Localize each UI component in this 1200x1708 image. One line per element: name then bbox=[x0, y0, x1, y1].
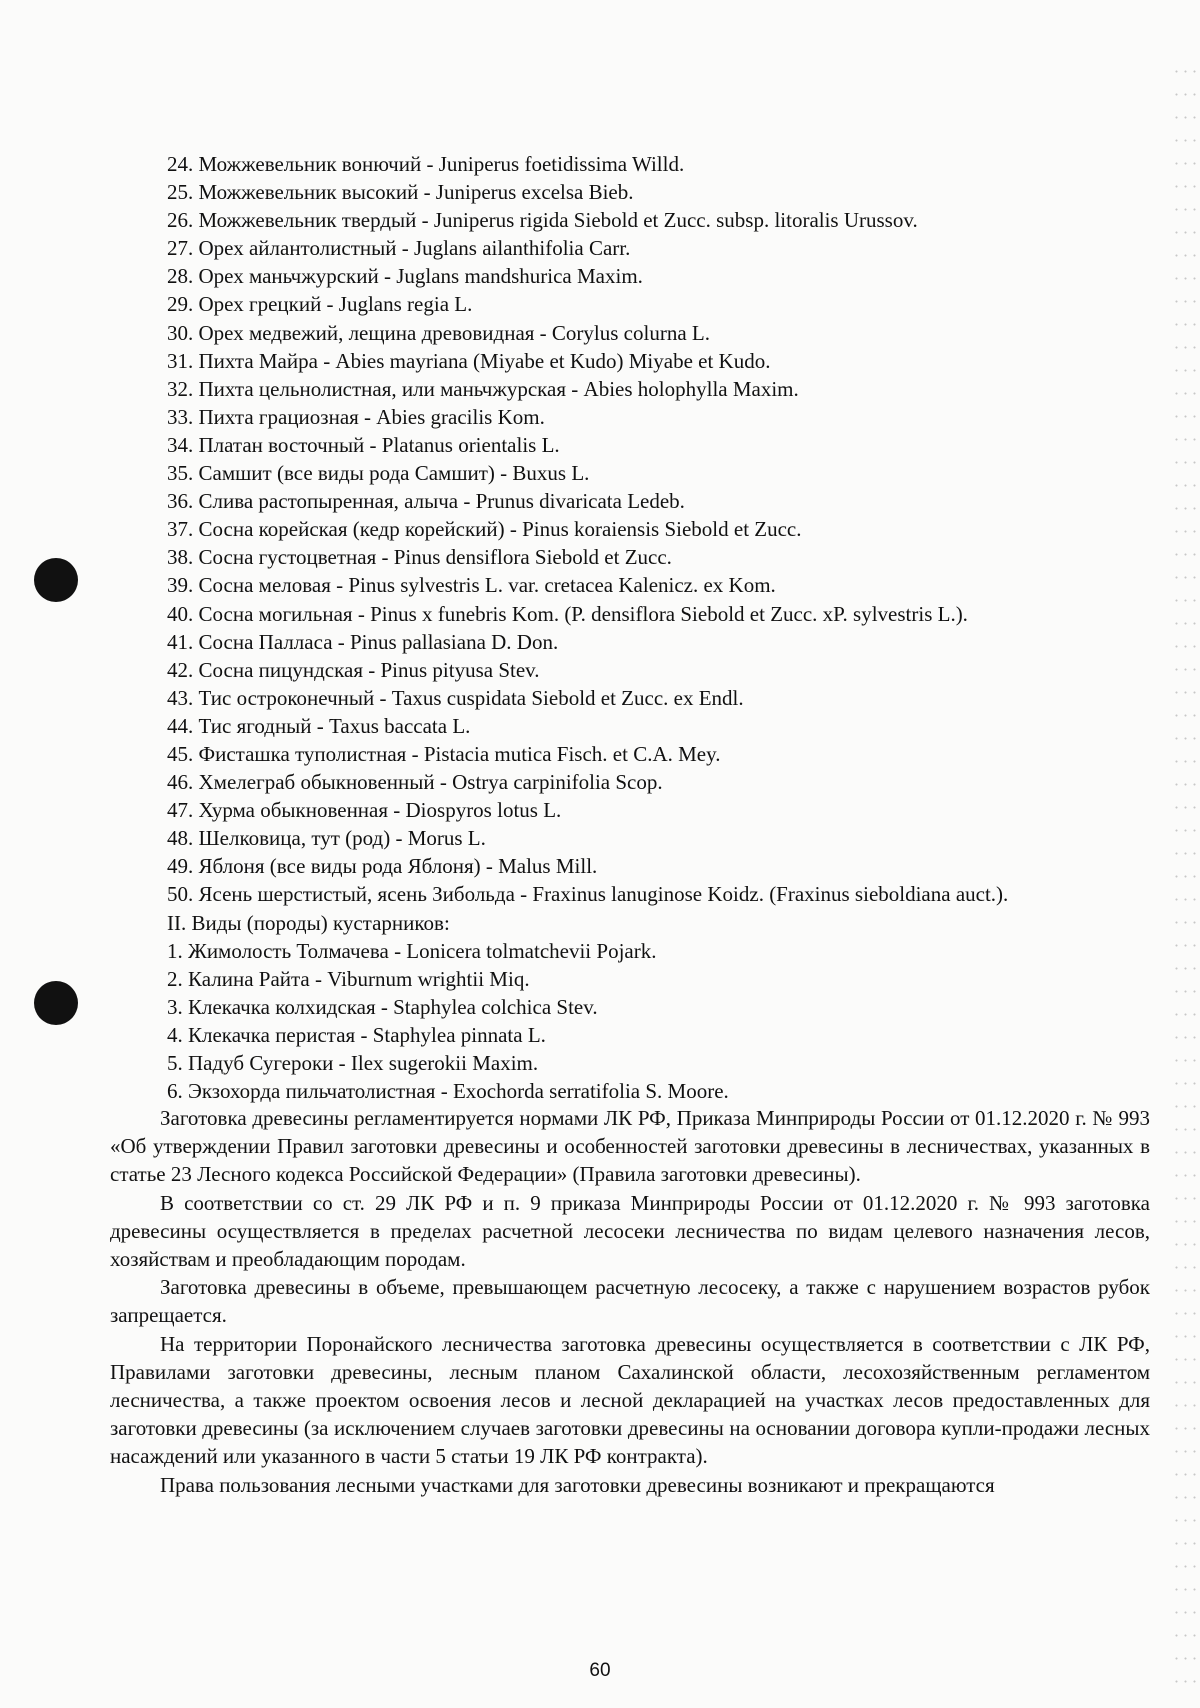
list-item: 1. Жимолость Толмачева - Lonicera tolmatchevii Pojark. bbox=[167, 938, 657, 963]
list-item: 3. Клекачка колхидская - Staphylea colchica Stev. bbox=[167, 994, 598, 1019]
list-item: 28. Орех маньчжурский - Juglans mandshurica Maxim. bbox=[167, 264, 643, 289]
list-item: 50. Ясень шерстистый, ясень Зибольда - Fraxinus lanuginose Koidz. (Fraxinus sieboldiana auct.). bbox=[167, 882, 1009, 907]
paragraph: Заготовка древесины в объеме, превышающем расчетную лесосеку, а также с нарушением возрастов рубок запрещается. bbox=[110, 1275, 1150, 1328]
list-item: 6. Экзохорда пильчатолистная - Exochorda serratifolia S. Moore. bbox=[167, 1079, 729, 1104]
list-item: 32. Пихта цельнолистная, или маньчжурская - Abies holophylla Maxim. bbox=[167, 376, 799, 401]
list-item: 30. Орех медвежий, лещина древовидная - Corylus colurna L. bbox=[167, 320, 710, 345]
list-item: 24. Можжевельник вонючий - Juniperus foetidissima Willd. bbox=[167, 152, 685, 176]
list-item: II. Виды (породы) кустарников: bbox=[167, 910, 450, 935]
list-item: 48. Шелковица, тут (род) - Morus L. bbox=[167, 826, 486, 851]
list-item: 39. Сосна меловая - Pinus sylvestris L. var. cretacea Kalenicz. ex Kom. bbox=[167, 573, 776, 598]
list-item: 41. Сосна Палласа - Pinus pallasiana D. Don. bbox=[167, 629, 559, 654]
list-item: 27. Орех айлантолистный - Juglans ailanthifolia Carr. bbox=[167, 236, 631, 261]
scan-margin-noise bbox=[1172, 60, 1200, 1700]
punch-hole-bottom bbox=[34, 981, 78, 1025]
punch-hole-top bbox=[34, 558, 78, 602]
list-item: 31. Пихта Майра - Abies mayriana (Miyabe et Kudo) Miyabe et Kudo. bbox=[167, 348, 771, 373]
list-item: 47. Хурма обыкновенная - Diospyros lotus L. bbox=[167, 798, 562, 823]
list-item: 34. Платан восточный - Platanus orientalis L. bbox=[167, 432, 560, 457]
list-item: 43. Тис остроконечный - Taxus cuspidata Siebold et Zucc. ex Endl. bbox=[167, 685, 744, 710]
list-item: 38. Сосна густоцветная - Pinus densiflora Siebold et Zucc. bbox=[167, 545, 672, 570]
paragraph: На территории Поронайского лесничества заготовка древесины осуществляется в соответствии с ЛК РФ, Правилами заготовки древесины, лесным планом Сахалинской области, лесохозяйственным регламентом лесничества, а также проектом освоения лесов и лесной декларацией на участках лесов предоставленных для заготовки древесины (за исключением случаев заготовки древесины на основании договора купли-продажи лесных насаждений или указанного в части 5 статьи 19 ЛК РФ контракта). bbox=[110, 1331, 1150, 1469]
paragraph: В соответствии со ст. 29 ЛК РФ и п. 9 приказа Минприроды России от 01.12.2020 г. № 993 заготовка древесины осуществляется в пределах расчетной лесосеки лесничества по видам целевого назначения лесов, хозяйствам и преобладающим породам. bbox=[110, 1190, 1150, 1272]
list-item: 45. Фисташка туполистная - Pistacia mutica Fisch. et C.A. Mey. bbox=[167, 741, 721, 766]
list-item: 49. Яблоня (все виды рода Яблоня) - Malus Mill. bbox=[167, 854, 598, 879]
list-item: 46. Хмелеграб обыкновенный - Ostrya carpinifolia Scop. bbox=[167, 770, 663, 795]
list-item: 5. Падуб Сугероки - Ilex sugerokii Maxim. bbox=[167, 1051, 539, 1075]
species-list bbox=[167, 150, 1147, 1105]
list-item: 25. Можжевельник высокий - Juniperus excelsa Bieb. bbox=[167, 180, 634, 205]
paragraph: Права пользования лесными участками для заготовки древесины возникают и прекращаются bbox=[160, 1472, 995, 1497]
list-item: 33. Пихта грациозная - Abies gracilis Kom. bbox=[167, 404, 545, 429]
list-item: 29. Орех грецкий - Juglans regia L. bbox=[167, 292, 473, 317]
body-text bbox=[110, 1104, 1150, 1499]
list-item: 2. Калина Райта - Viburnum wrightii Miq. bbox=[167, 966, 530, 991]
list-item: 26. Можжевельник твердый - Juniperus rigida Siebold et Zucc. subsp. litoralis Urussov. bbox=[167, 208, 918, 233]
list-item: 44. Тис ягодный - Taxus baccata L. bbox=[167, 713, 471, 738]
list-item: 37. Сосна корейская (кедр корейский) - Pinus koraiensis Siebold et Zucc. bbox=[167, 517, 802, 542]
list-item: 4. Клекачка перистая - Staphylea pinnata L. bbox=[167, 1022, 546, 1047]
list-item: 40. Сосна могильная - Pinus x funebris Kom. (P. densiflora Siebold et Zucc. xP. sylvestris L.). bbox=[167, 601, 968, 626]
list-item: 42. Сосна пицундская - Pinus pityusa Stev. bbox=[167, 657, 540, 682]
list-item: 36. Слива растопыренная, алыча - Prunus divaricata Ledeb. bbox=[167, 489, 685, 514]
paragraph: Заготовка древесины регламентируется нормами ЛК РФ, Приказа Минприроды России от 01.12.2020 г. № 993 «Об утверждении Правил заготовки древесины и особенностей заготовки древесины в лесничествах, указанных в статье 23 Лесного кодекса Российской Федерации» (Правила заготовки древесины). bbox=[110, 1106, 1150, 1187]
list-item: 35. Самшит (все виды рода Самшит) - Buxus L. bbox=[167, 461, 590, 486]
page-number: 60 bbox=[589, 1660, 611, 1681]
